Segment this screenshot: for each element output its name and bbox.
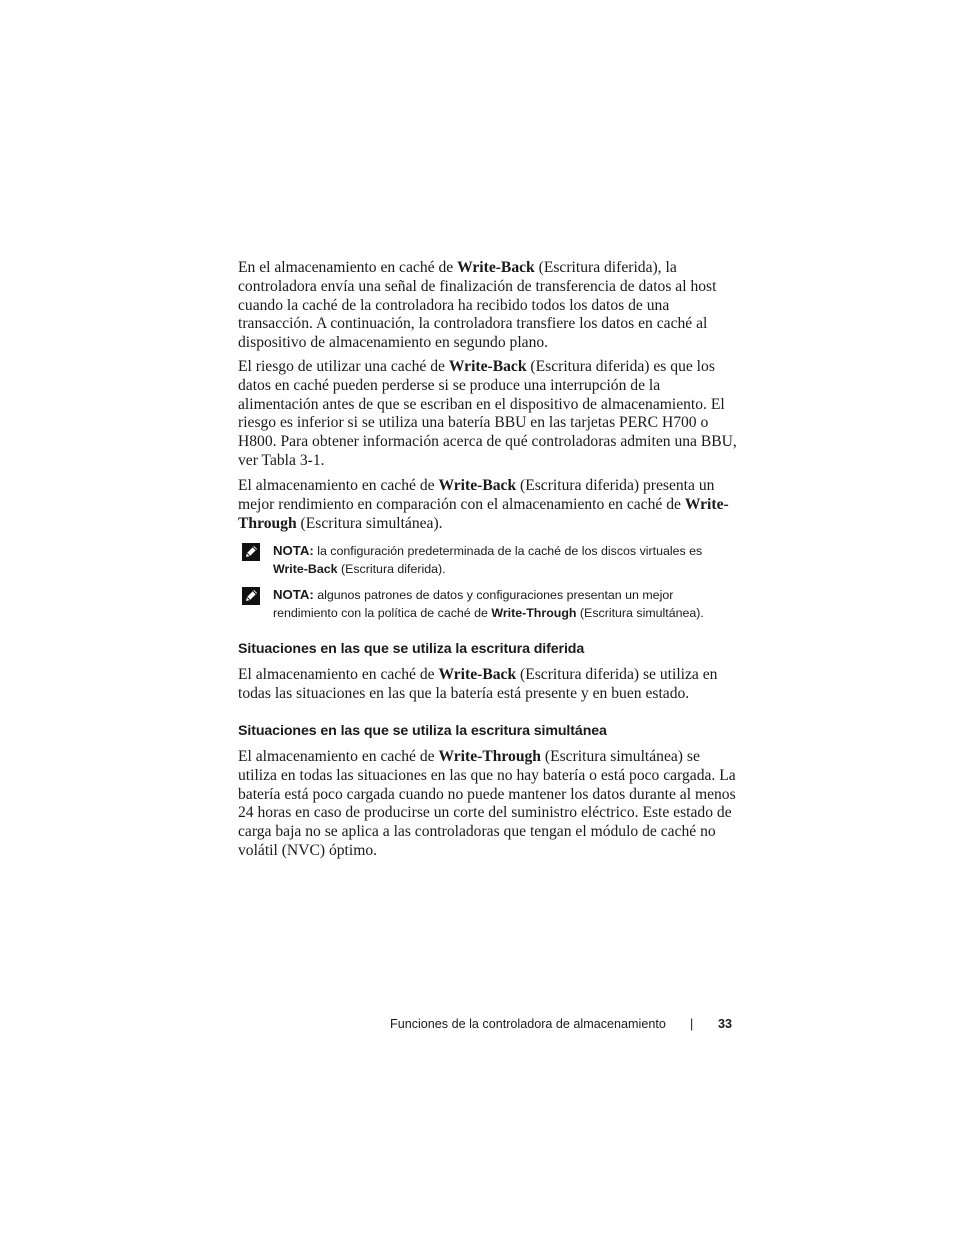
paragraph-write-back-performance — [238, 477, 738, 533]
note-text — [273, 586, 738, 622]
note-label: NOTA: — [273, 587, 314, 602]
note-text — [273, 542, 738, 578]
footer-separator: | — [690, 1017, 694, 1031]
paragraph-write-back-intro — [238, 259, 738, 353]
pencil-note-icon — [242, 587, 260, 605]
footer-chapter-title: Funciones de la controladora de almacenamiento — [390, 1017, 666, 1031]
text-run: El almacenamiento en caché de — [238, 748, 439, 765]
text-run: (Escritura simultánea) se utiliza en todas las situaciones en las que no hay batería o está poco cargada. La batería está poco cargada cuando no puede mantener los datos durante al menos 24 horas en caso de producirse un corte del suministro eléctrico. Este estado de carga baja no se aplica a las controladoras que tengan el módulo de caché no volátil (NVC) óptimo. — [238, 748, 736, 859]
bold-term: Write-Through — [491, 605, 577, 620]
pencil-note-icon — [242, 543, 260, 561]
section-heading-write-back: Situaciones en las que se utiliza la escritura diferida — [238, 641, 585, 657]
text-run: El almacenamiento en caché de — [238, 666, 439, 683]
bold-term: Write-Back — [448, 358, 527, 375]
note-label: NOTA: — [273, 543, 314, 558]
bold-term: Write-Through — [238, 495, 729, 532]
text-run: El riesgo de utilizar una caché de — [238, 358, 449, 375]
text-run: (Escritura diferida). — [337, 561, 446, 576]
text-run: algunos patrones de datos y configuraciones presentan un mejor rendimiento con la política de caché de — [273, 588, 674, 620]
section-heading-write-through: Situaciones en las que se utiliza la escritura simultánea — [238, 723, 607, 739]
text-run: (Escritura simultánea). — [296, 514, 443, 532]
bold-term: Write-Back — [438, 666, 517, 683]
paragraph-write-through-usage — [238, 748, 738, 861]
bold-term: Write-Back — [438, 477, 517, 494]
page-number: 33 — [718, 1017, 733, 1031]
bold-term: Write-Through — [438, 748, 541, 765]
text-run: En el almacenamiento en caché de — [238, 259, 458, 276]
bold-term: Write-Back — [457, 259, 535, 276]
text-run: (Escritura diferida), la controladora envía una señal de finalización de transferencia de datos al host cuando la caché de la controladora ha recibido todos los datos de una transacción. A continuación, la controladora transfiere los datos en caché al dispositivo de almacenamiento en segundo plano. — [238, 259, 717, 352]
paragraph-write-back-risk — [238, 358, 738, 471]
text-run: El almacenamiento en caché de — [238, 477, 439, 494]
text-run: (Escritura diferida) se utiliza en todas las situaciones en las que la batería está presente y en buen estado. — [238, 666, 718, 702]
paragraph-write-back-usage — [238, 666, 738, 704]
text-run: la configuración predeterminada de la caché de los discos virtuales es — [313, 544, 703, 558]
text-run: (Escritura diferida) es que los datos en caché pueden perderse si se produce una interrupción de la alimentación antes de que se escriban en el dispositivo de almacenamiento. El riesgo es inferior si se utiliza una batería BBU en las tarjetas PERC H700 o H800. Para obtener información acerca de qué controladoras admiten una BBU, ver Tabla 3-1. — [238, 358, 737, 469]
bold-term: Write-Back — [273, 561, 338, 576]
text-run: (Escritura diferida) presenta un mejor rendimiento en comparación con el almacenamiento en caché de — [238, 477, 715, 513]
text-run: (Escritura simultánea). — [576, 605, 704, 620]
